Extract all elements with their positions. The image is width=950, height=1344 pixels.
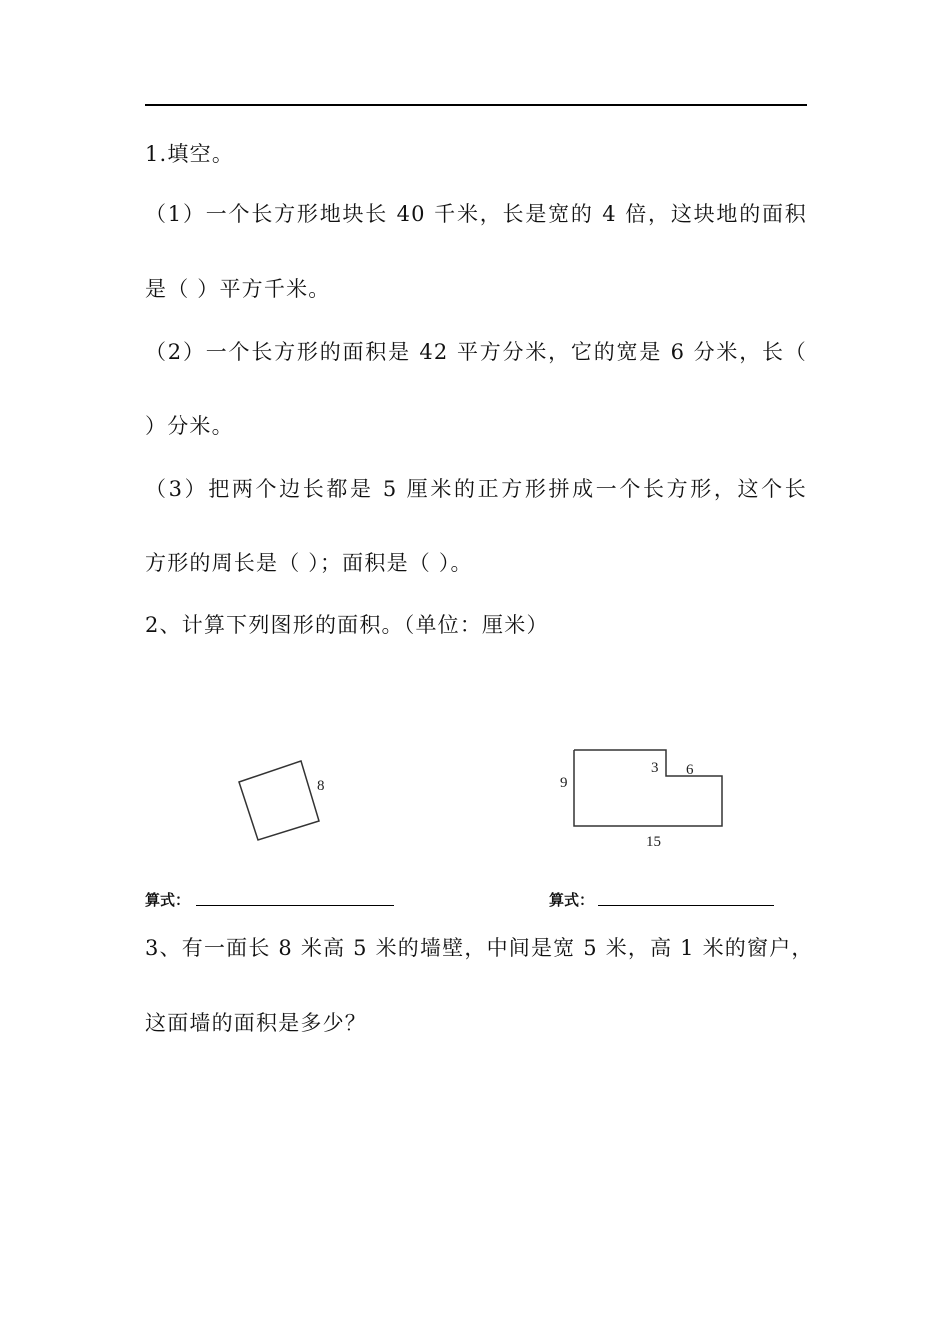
label-bottom-15: 15 bbox=[646, 834, 661, 850]
notched-shape-figure bbox=[550, 740, 740, 860]
formula-label-1: 算式： bbox=[145, 891, 191, 909]
answer-line-1 bbox=[196, 905, 394, 906]
label-left-9: 9 bbox=[560, 775, 568, 791]
q1-item1-line2: 是（ ）平方千米。 bbox=[145, 277, 331, 301]
header-rule bbox=[145, 104, 807, 106]
label-notch-3: 3 bbox=[651, 760, 659, 776]
q1-item3-line2: 方形的周长是（ ）；面积是（ ）。 bbox=[145, 551, 473, 575]
q1-heading: 1.填空。 bbox=[145, 142, 235, 166]
label-notch-6: 6 bbox=[686, 762, 694, 778]
q1-item3-line1: （3）把两个边长都是 5 厘米的正方形拼成一个长方形，这个长 bbox=[145, 477, 807, 501]
rotated-square bbox=[239, 761, 319, 840]
notched-rectangle bbox=[574, 750, 722, 826]
q1-item1-line1: （1）一个长方形地块长 40 千米，长是宽的 4 倍，这块地的面积 bbox=[145, 202, 807, 226]
q1-item2-line2: ）分米。 bbox=[145, 414, 234, 438]
formula-label-2: 算式： bbox=[549, 891, 595, 909]
square-figure bbox=[225, 750, 345, 850]
q2-heading: 2、计算下列图形的面积。（单位：厘米） bbox=[145, 613, 549, 637]
q3-line1: 3、有一面长 8 米高 5 米的墙壁，中间是宽 5 米，高 1 米的窗户， bbox=[145, 936, 814, 960]
square-side-label: 8 bbox=[317, 778, 325, 794]
q3-line2: 这面墙的面积是多少？ bbox=[145, 1011, 367, 1035]
answer-line-2 bbox=[598, 905, 774, 906]
q1-item2-line1: （2）一个长方形的面积是 42 平方分米，它的宽是 6 分米，长（ bbox=[145, 340, 807, 364]
